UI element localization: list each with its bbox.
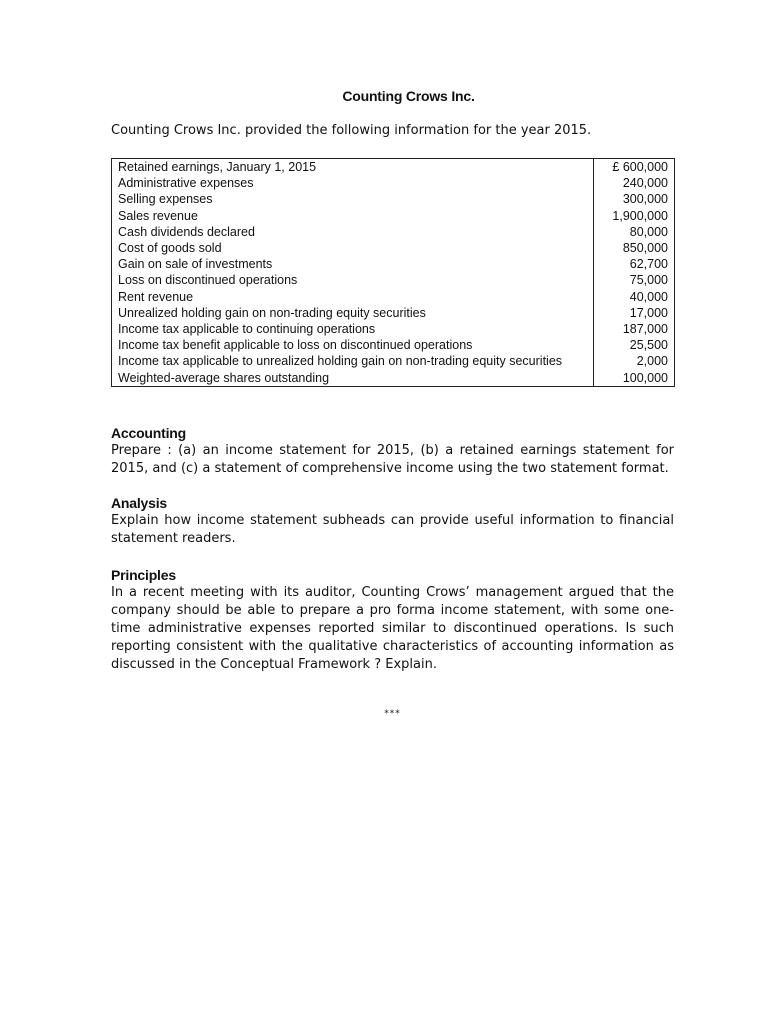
analysis-heading: Analysis bbox=[111, 495, 167, 511]
row-value: 40,000 bbox=[594, 289, 675, 305]
analysis-body: Explain how income statement subheads can provide useful information to financial statement readers. bbox=[111, 513, 674, 546]
row-label: Gain on sale of investments bbox=[112, 256, 594, 272]
table-row bbox=[112, 370, 675, 387]
row-label: Loss on discontinued operations bbox=[112, 272, 594, 288]
table-row bbox=[112, 321, 675, 337]
row-label: Weighted-average shares outstanding bbox=[112, 370, 594, 387]
table-row bbox=[112, 256, 675, 272]
table-row bbox=[112, 191, 675, 207]
table-row bbox=[112, 224, 675, 240]
row-value: 25,500 bbox=[594, 337, 675, 353]
table-row bbox=[112, 353, 675, 369]
accounting-heading: Accounting bbox=[111, 425, 186, 441]
row-value: 300,000 bbox=[594, 191, 675, 207]
row-label: Cash dividends declared bbox=[112, 224, 594, 240]
row-label: Rent revenue bbox=[112, 289, 594, 305]
principles-body: In a recent meeting with its auditor, Counting Crows’ management argued that the company should be able to prepare a pro forma income statement, with some one-time administrative expenses reported similar to discontinued operations. Is such reporting consistent with the qualitative characteristics of accounting information as discussed in the Conceptual Framework ? Explain. bbox=[111, 585, 674, 672]
document-title: Counting Crows Inc. bbox=[342, 88, 475, 104]
principles-heading: Principles bbox=[111, 567, 176, 583]
row-label: Selling expenses bbox=[112, 191, 594, 207]
intro-text: Counting Crows Inc. provided the following information for the year 2015. bbox=[111, 123, 592, 138]
row-label: Income tax applicable to unrealized holding gain on non-trading equity securities bbox=[112, 353, 594, 369]
row-label: Sales revenue bbox=[112, 208, 594, 224]
row-label: Administrative expenses bbox=[112, 175, 594, 191]
row-value: 62,700 bbox=[594, 256, 675, 272]
row-label: Unrealized holding gain on non-trading equity securities bbox=[112, 305, 594, 321]
row-label: Income tax benefit applicable to loss on discontinued operations bbox=[112, 337, 594, 353]
table-row bbox=[112, 289, 675, 305]
table-row bbox=[112, 337, 675, 353]
table-row bbox=[112, 175, 675, 191]
table-row bbox=[112, 240, 675, 256]
accounting-section bbox=[111, 424, 674, 478]
analysis-section bbox=[111, 494, 674, 548]
row-value: 1,900,000 bbox=[594, 208, 675, 224]
row-value: 187,000 bbox=[594, 321, 675, 337]
accounting-body: Prepare : (a) an income statement for 2015, (b) a retained earnings statement for 2015, and (c) a statement of comprehensive income using the two statement format. bbox=[111, 443, 674, 476]
row-value: £ 600,000 bbox=[594, 159, 675, 176]
row-label: Cost of goods sold bbox=[112, 240, 594, 256]
table-row bbox=[112, 159, 675, 176]
principles-section bbox=[111, 566, 674, 674]
table-row bbox=[112, 208, 675, 224]
financial-data-table bbox=[111, 158, 675, 387]
row-value: 100,000 bbox=[594, 370, 675, 387]
end-mark: *** bbox=[384, 709, 401, 719]
row-label: Retained earnings, January 1, 2015 bbox=[112, 159, 594, 176]
row-value: 240,000 bbox=[594, 175, 675, 191]
row-value: 17,000 bbox=[594, 305, 675, 321]
row-value: 850,000 bbox=[594, 240, 675, 256]
row-value: 2,000 bbox=[594, 353, 675, 369]
table-row bbox=[112, 305, 675, 321]
row-value: 75,000 bbox=[594, 272, 675, 288]
row-value: 80,000 bbox=[594, 224, 675, 240]
table-row bbox=[112, 272, 675, 288]
row-label: Income tax applicable to continuing operations bbox=[112, 321, 594, 337]
